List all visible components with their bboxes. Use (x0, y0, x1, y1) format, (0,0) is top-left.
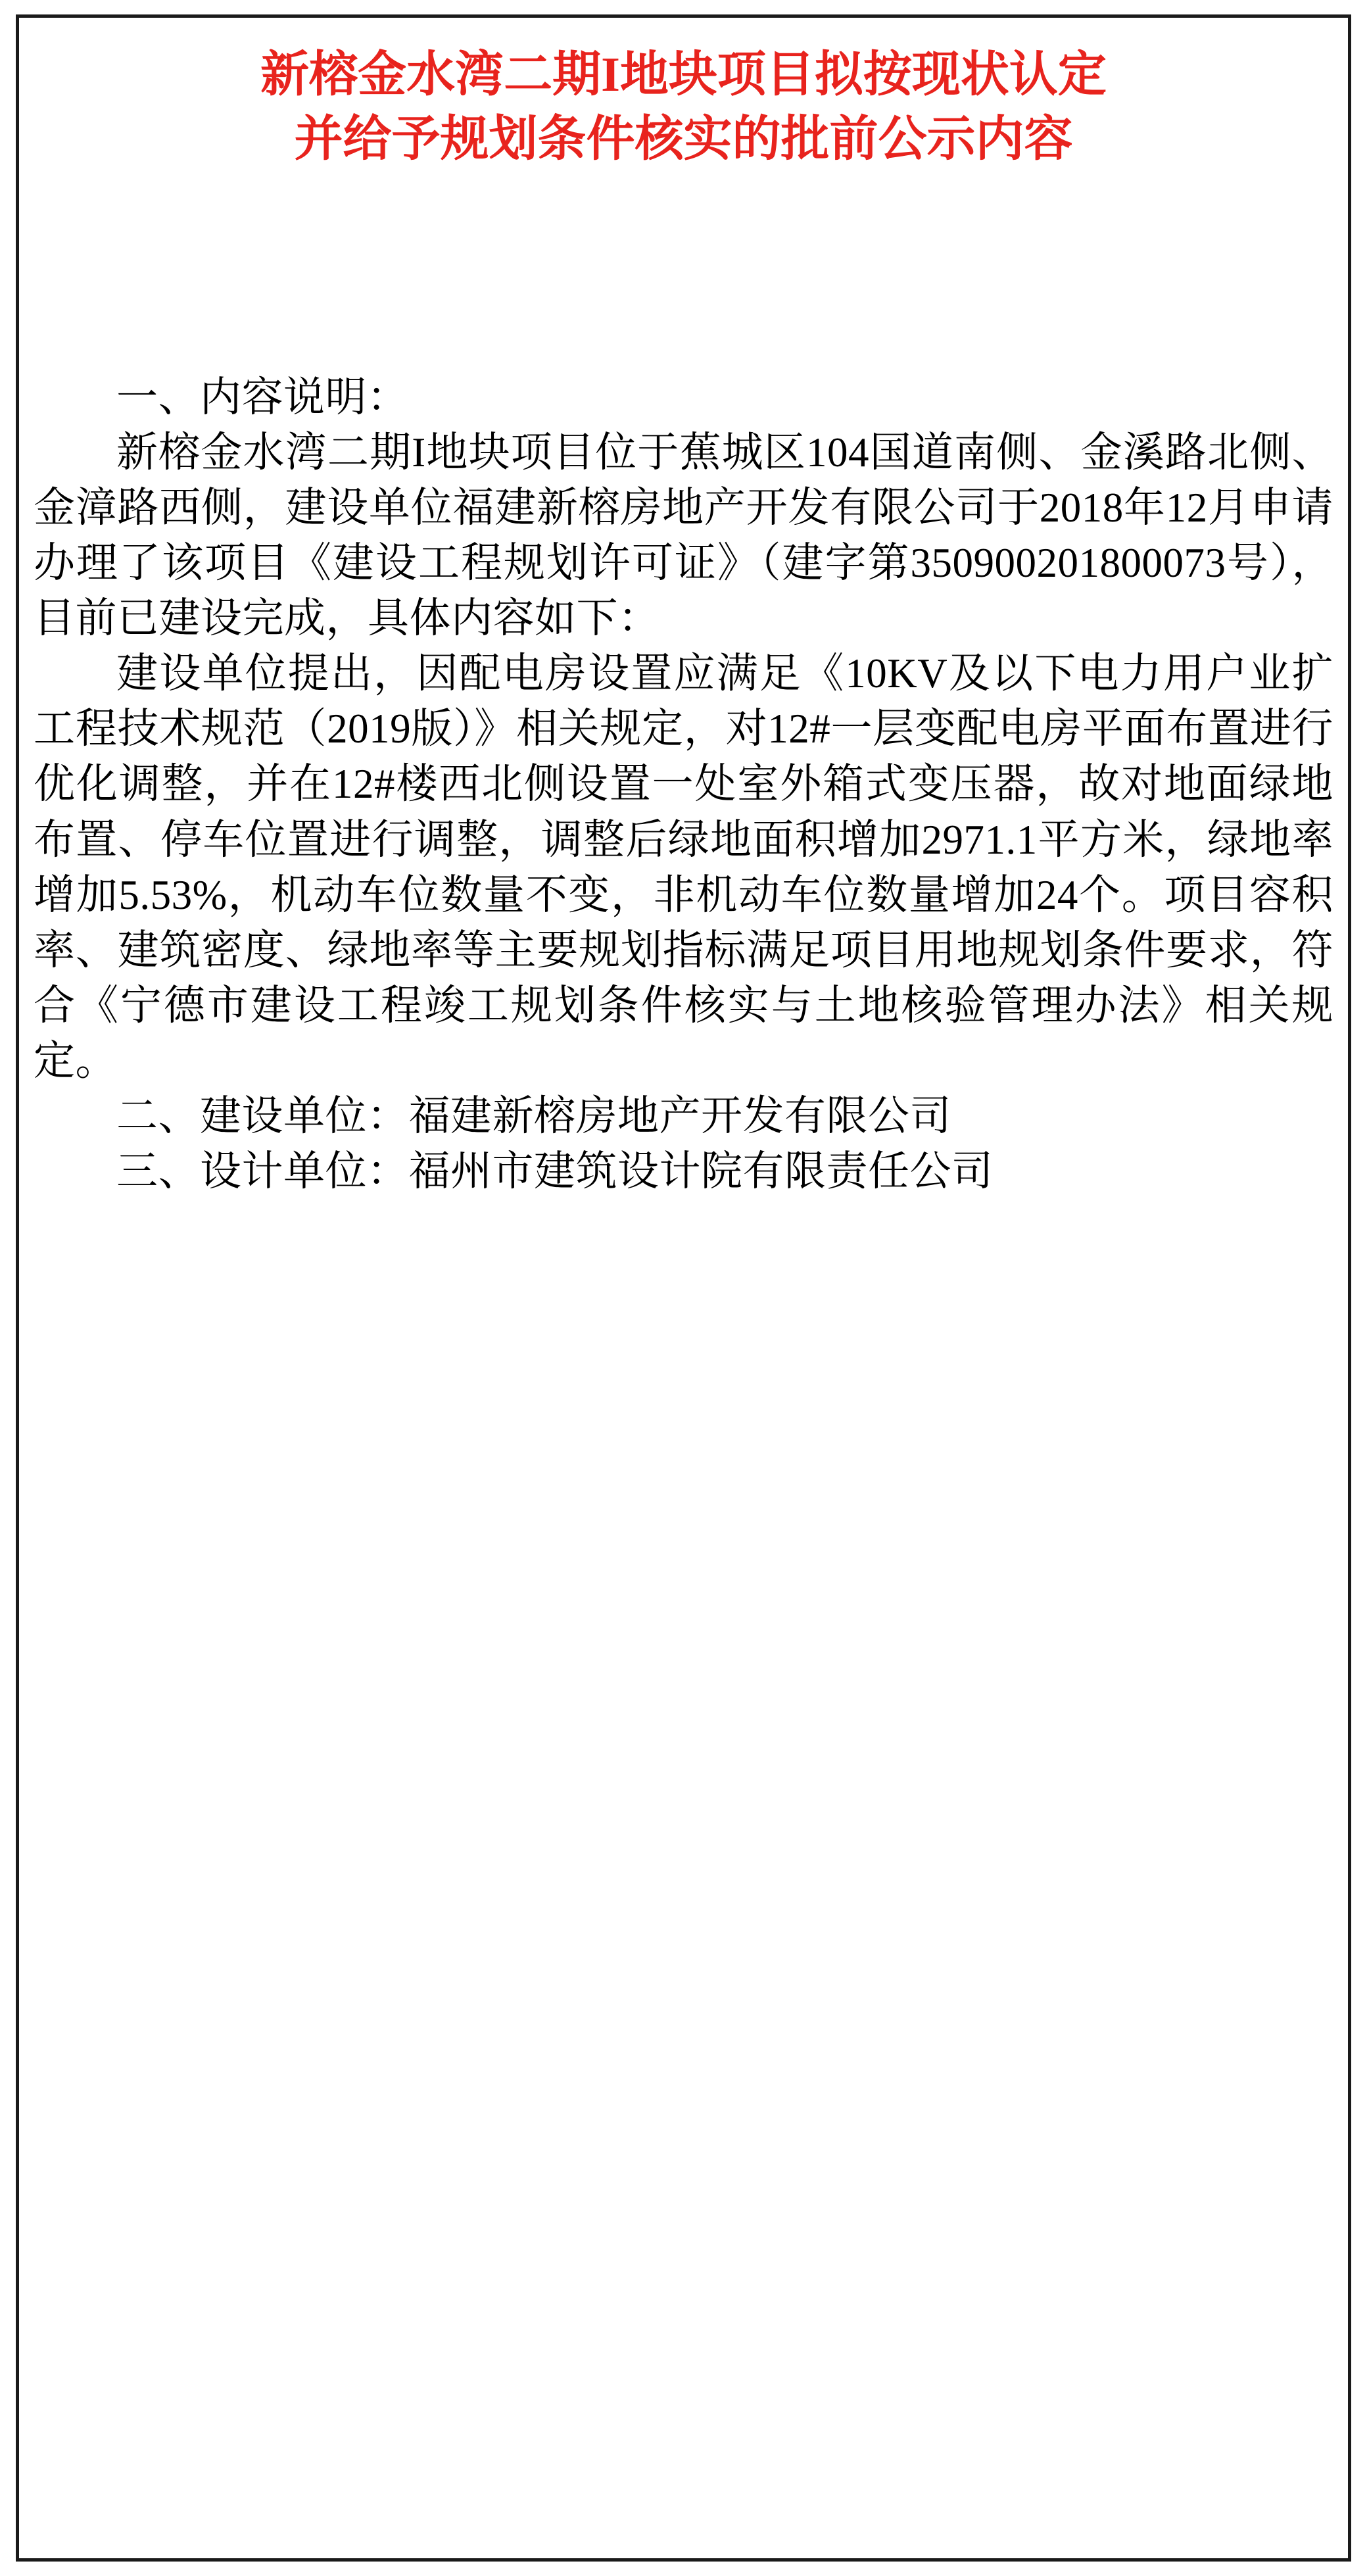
paragraph-section-3-designer: 三、设计单位：福州市建筑设计院有限责任公司 (116, 1148, 994, 1195)
page-title-line-2: 并给予规划条件核实的批前公示内容 (294, 112, 1073, 167)
paragraph-section-2-developer: 二、建设单位：福建新榕房地产开发有限公司 (116, 1093, 951, 1140)
page-title-line-1: 新榕金水湾二期I地块项目拟按现状认定 (260, 48, 1107, 102)
page-title (34, 43, 1333, 172)
document-body (34, 370, 1333, 1199)
document-border-frame (16, 14, 1351, 2562)
document-content (19, 18, 1348, 2558)
paragraph-project-overview: 新榕金水湾二期I地块项目位于蕉城区104国道南侧、金溪路北侧、金漳路西侧，建设单位福建新榕房地产开发有限公司于2018年12月申请办理了该项目《建设工程规划许可证》（建字第350900201800073号），目前已建设完成，具体内容如下： (34, 429, 1333, 642)
paragraph-section-1-heading: 一、内容说明： (116, 374, 409, 420)
paragraph-adjustment-details: 建设单位提出，因配电房设置应满足《10KV及以下电力用户业扩工程技术规范（2019版）》相关规定，对12#一层变配电房平面布置进行优化调整，并在12#楼西北侧设置一处室外箱式变压器，故对地面绿地布置、停车位置进行调整，调整后绿地面积增加2971.1平方米，绿地率增加5.53%，机动车位数量不变，非机动车位数量增加24个。项目容积率、建筑密度、绿地率等主要规划指标满足项目用地规划条件要求，符合《宁德市建设工程竣工规划条件核实与土地核验管理办法》相关规定。 (34, 650, 1333, 1084)
title-spacer (34, 172, 1333, 370)
